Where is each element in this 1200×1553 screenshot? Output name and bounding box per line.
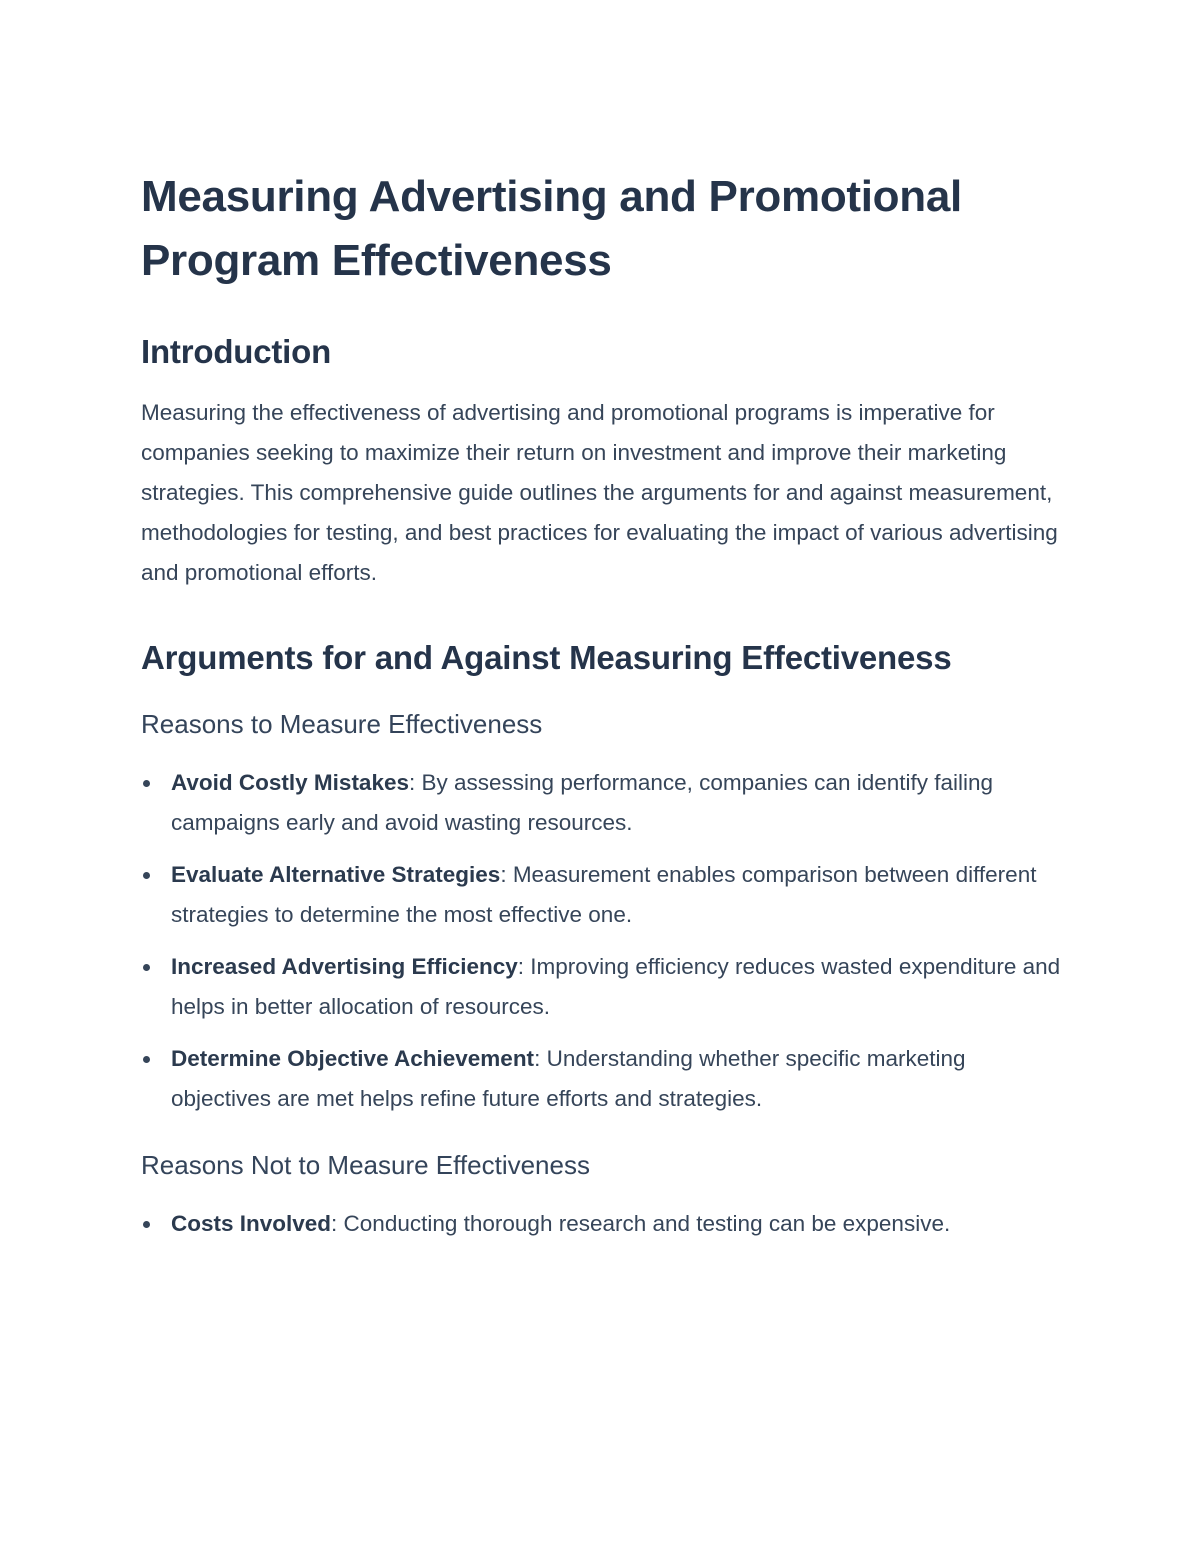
list-item-text: : By assessing performance, companies can identify failing campaigns early and avoid wasting resources. xyxy=(171,770,994,835)
list-item-term: Avoid Costly Mistakes xyxy=(171,770,409,795)
list-item-text: : Understanding whether specific marketing objectives are met helps refine future efforts and strategies. xyxy=(171,1046,966,1111)
list-item xyxy=(141,1204,1061,1244)
list-item xyxy=(141,1039,1061,1119)
list-item xyxy=(141,855,1061,935)
arguments-heading: Arguments for and Against Measuring Effectiveness xyxy=(141,639,952,676)
list-item-text: : Conducting thorough research and testing can be expensive. xyxy=(331,1211,951,1236)
reasons-not-to-measure-heading: Reasons Not to Measure Effectiveness xyxy=(141,1150,590,1180)
list-item-term: Evaluate Alternative Strategies xyxy=(171,862,501,887)
bullet-icon xyxy=(143,872,150,879)
list-item-term: Costs Involved xyxy=(171,1211,332,1236)
document-title: Measuring Advertising and Promotional Program Effectiveness xyxy=(141,172,962,285)
list-item-text: : Improving efficiency reduces wasted expenditure and helps in better allocation of resources. xyxy=(171,954,1061,1019)
introduction-heading: Introduction xyxy=(141,333,332,370)
bullet-icon xyxy=(143,1056,150,1063)
introduction-paragraph: Measuring the effectiveness of advertising and promotional programs is imperative for companies seeking to maximize their return on investment and improve their marketing strategies. This comprehensive guide outlines the arguments for and against measurement, methodologies for testing, and best practices for evaluating the impact of various advertising and promotional efforts. xyxy=(141,400,1058,585)
list-item xyxy=(141,763,1061,843)
reasons-to-measure-heading: Reasons to Measure Effectiveness xyxy=(141,709,543,739)
list-item-text: : Measurement enables comparison between different strategies to determine the most effective one. xyxy=(171,862,1037,927)
list-item xyxy=(141,947,1061,1027)
list-item-term: Determine Objective Achievement xyxy=(171,1046,535,1071)
reasons-to-measure-list xyxy=(141,763,1061,1119)
bullet-icon xyxy=(143,780,150,787)
document-page xyxy=(141,165,1061,1256)
reasons-not-to-measure-list xyxy=(141,1204,1061,1244)
bullet-icon xyxy=(143,1221,150,1228)
bullet-icon xyxy=(143,964,150,971)
list-item-term: Increased Advertising Efficiency xyxy=(171,954,518,979)
